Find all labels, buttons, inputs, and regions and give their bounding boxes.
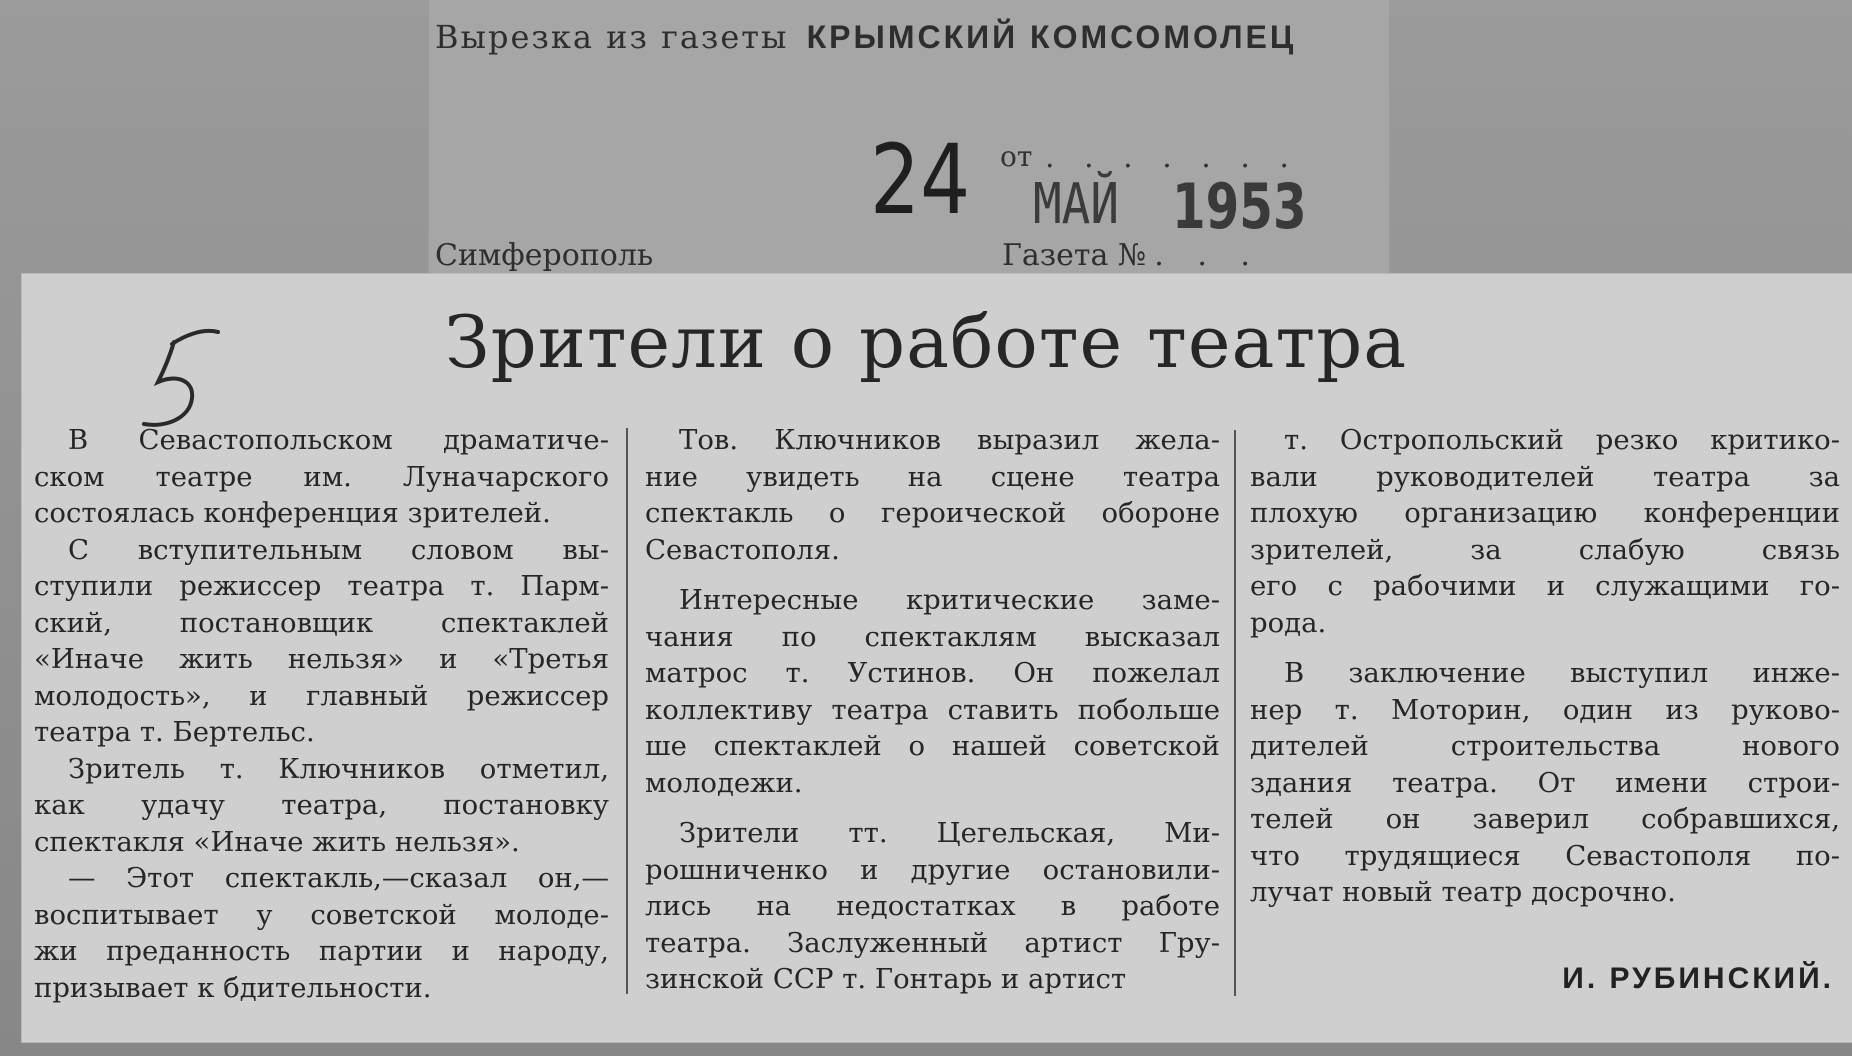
article-line: ше спектаклей о нашей советской	[645, 730, 1220, 762]
label-prefix: Вырезка из газеты	[435, 18, 789, 56]
label-dots-top: . . . . . . .	[1045, 140, 1299, 175]
article-line: — Этот спектакль,—сказал он,—	[68, 862, 609, 894]
article-paragraph	[34, 422, 609, 532]
handwritten-number-5	[132, 322, 232, 434]
article-paragraph	[1250, 422, 1840, 641]
article-line: призывает к бдительности.	[34, 971, 432, 1004]
article-paragraph	[645, 422, 1220, 568]
article-line: В Севастопольском драматиче-	[68, 424, 609, 456]
article-line: молодежи.	[645, 766, 803, 799]
article-paragraph	[1250, 655, 1840, 911]
article-line: его с рабочими и служащими го-	[1250, 570, 1840, 602]
article-line: спектакль о героической обороне	[645, 497, 1220, 529]
article-line: рошниченко и другие остановили-	[645, 853, 1220, 886]
label-gazeta-text: Газета №	[1002, 238, 1147, 273]
article-line: нер т. Моторин, один из руково-	[1250, 693, 1840, 726]
article-line: В заключение выступил инже-	[1284, 657, 1840, 689]
article-line: телей он заверил собравшихся,	[1250, 803, 1840, 835]
label-ot: от	[1000, 140, 1033, 173]
article-line: Зрители тт. Цегельская, Ми-	[679, 817, 1220, 849]
article-line: лись на недостатках в работе	[645, 890, 1220, 922]
article-line: состоялась конференция зрителей.	[34, 497, 551, 529]
article-line: плохую организацию конференции	[1250, 497, 1840, 529]
column-divider	[1234, 430, 1236, 996]
article-line: Зритель т. Ключников отметил,	[68, 752, 609, 785]
article-line: воспитывает у советской молоде-	[34, 898, 609, 931]
newspaper-name: КРЫМСКИЙ КОМСОМОЛЕЦ	[806, 19, 1297, 55]
article-line: Севастополя.	[645, 533, 840, 566]
article-column-2	[645, 422, 1220, 998]
article-line: спектакля «Иначе жить нельзя».	[34, 825, 520, 858]
article-line: молодость», и главный режиссер	[34, 679, 609, 712]
article-paragraph	[34, 532, 609, 751]
article-line: Тов. Ключников выразил жела-	[679, 424, 1220, 456]
article-paragraph	[645, 815, 1220, 998]
article-column-3	[1250, 422, 1840, 911]
article-line: как удачу театра, постановку	[34, 789, 609, 821]
article-line: театра. Заслуженный артист Гру-	[645, 926, 1220, 959]
article-column-1	[34, 422, 609, 1006]
clipping-label-header	[435, 18, 1296, 56]
article-line: коллективу театра ставить побольше	[645, 693, 1220, 726]
article-paragraph	[34, 860, 609, 1006]
article-paragraph	[645, 582, 1220, 801]
article-line: ступили режиссер театра т. Парм-	[34, 570, 609, 602]
label-gazeta-number	[1002, 238, 1262, 273]
date-stamp-day: 24	[870, 124, 971, 236]
article-line: жи преданность партии и народу,	[34, 935, 609, 967]
date-stamp-month: МАЙ	[1033, 172, 1119, 237]
article-line: ние увидеть на сцене театра	[645, 460, 1220, 493]
article-line: Интересные критические заме-	[679, 584, 1220, 616]
article-line: что трудящиеся Севастополя по-	[1250, 839, 1840, 872]
article-line: ский, постановщик спектаклей	[34, 606, 609, 639]
article-line: театра т. Бертельс.	[34, 716, 315, 748]
article-line: чания по спектаклям высказал	[645, 620, 1220, 653]
article-line: здания театра. От имени строи-	[1250, 766, 1840, 799]
article-line: ском театре им. Луначарского	[34, 460, 609, 493]
article-line: «Иначе жить нельзя» и «Третья	[34, 643, 609, 675]
article-line: С вступительным словом вы-	[68, 533, 609, 566]
label-city: Симферополь	[435, 238, 654, 273]
article-line: зинской ССР т. Гонтарь и артист	[645, 963, 1127, 995]
article-line: зрителей, за слабую связь	[1250, 533, 1840, 566]
label-dots-bottom: . . .	[1154, 238, 1262, 273]
article-headline: Зрители о работе театра	[444, 300, 1408, 384]
article-line: вали руководителей театра за	[1250, 460, 1840, 493]
column-divider	[626, 428, 628, 994]
article-line: лучат новый театр досрочно.	[1250, 876, 1676, 908]
article-paragraph	[34, 751, 609, 861]
author-signature: И. РУБИНСКИЙ.	[1562, 962, 1834, 995]
article-line: матрос т. Устинов. Он пожелал	[645, 657, 1220, 689]
date-stamp-year: 1953	[1172, 170, 1307, 243]
article-line: т. Остропольский резко критико-	[1284, 424, 1840, 456]
article-line: дителей строительства нового	[1250, 730, 1840, 762]
article-line: рода.	[1250, 606, 1327, 639]
